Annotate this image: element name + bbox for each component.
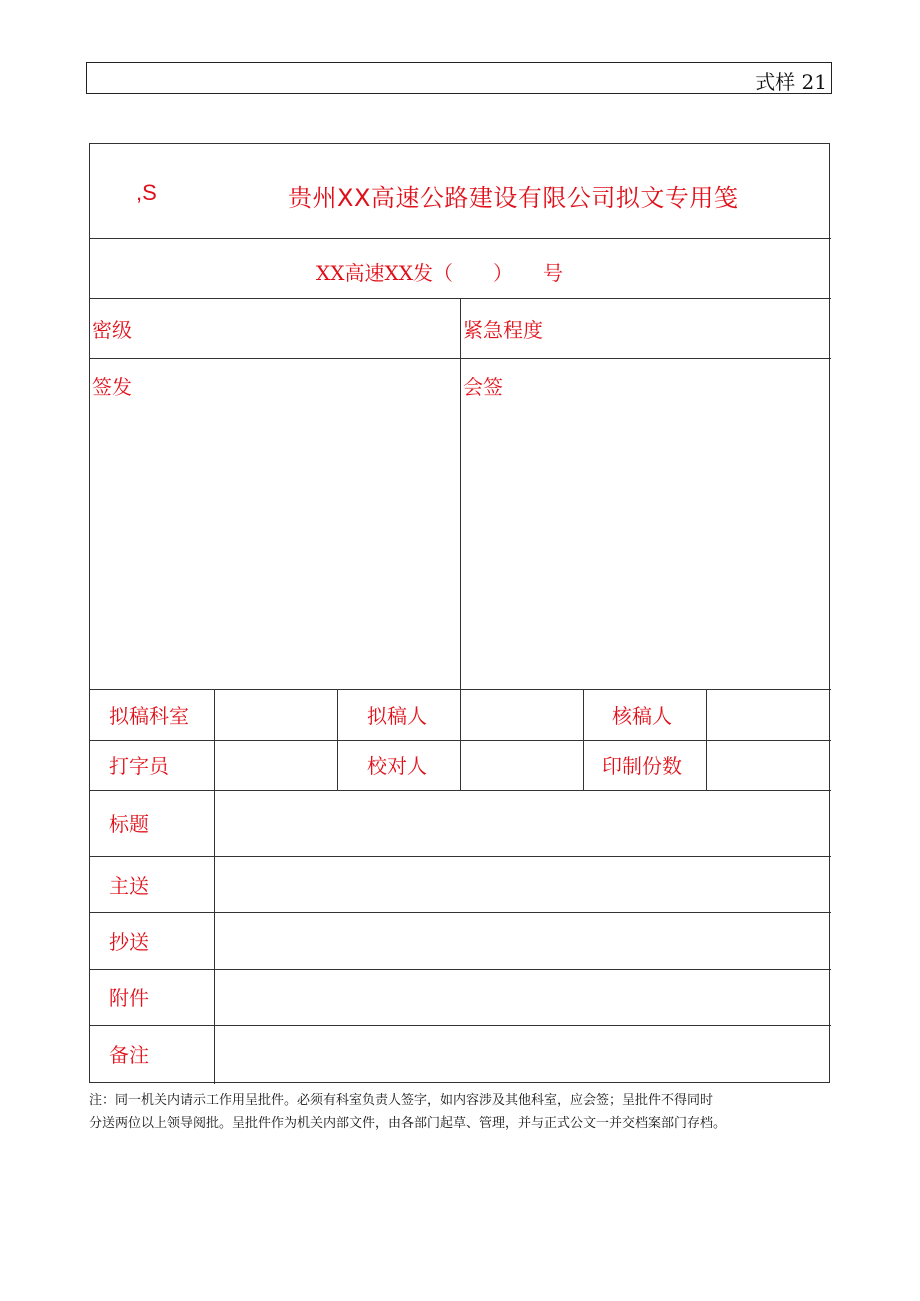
- copies-field[interactable]: [708, 742, 828, 789]
- attachment-label: 附件: [109, 986, 149, 1010]
- letterhead-title: 贵州XX高速公路建设有限公司拟文专用笺: [288, 184, 739, 212]
- secrecy-field[interactable]: [150, 300, 456, 356]
- divider: [90, 856, 831, 857]
- secrecy-label: 密级: [92, 318, 132, 342]
- draft-form: [89, 143, 830, 1083]
- remarks-label: 备注: [109, 1043, 149, 1067]
- drafting-dept-label: 拟稿科室: [109, 704, 189, 728]
- footer-note-line-2: 分送两位以上领导阅批。呈批件作为机关内部文件，由各部门起草、管理，并与正式公文一并交档案部门存档。: [89, 1116, 727, 1131]
- footer-note: [89, 1089, 834, 1135]
- main-recipient-label: 主送: [109, 874, 149, 898]
- proofreader-label: 校对人: [367, 754, 427, 778]
- divider: [90, 912, 831, 913]
- divider: [460, 298, 461, 689]
- typist-label: 打字员: [109, 754, 169, 778]
- divider: [90, 740, 831, 741]
- countersign-area[interactable]: [462, 360, 828, 688]
- form-style-box: [86, 62, 832, 94]
- divider: [90, 1025, 831, 1026]
- countersign-label: 会签: [463, 375, 503, 399]
- drafter-field[interactable]: [462, 691, 582, 739]
- divider: [90, 969, 831, 970]
- footer-note-line-1: 注：同一机关内请示工作用呈批件。必须有科室负责人签字，如内容涉及其他科室，应会签；呈批件不得同时: [89, 1093, 714, 1108]
- cc-label: 抄送: [109, 930, 149, 954]
- subject-label: 标题: [109, 812, 149, 836]
- divider: [90, 358, 831, 359]
- main-recipient-field[interactable]: [216, 858, 828, 912]
- proofreader-field[interactable]: [462, 742, 582, 789]
- drafting-dept-field[interactable]: [216, 691, 336, 739]
- company-logo: ,S: [136, 180, 157, 205]
- sign-issue-area[interactable]: [90, 360, 459, 688]
- remarks-field[interactable]: [216, 1027, 828, 1081]
- cc-field[interactable]: [216, 914, 828, 968]
- reviewer-field[interactable]: [708, 691, 828, 739]
- urgency-label: 紧急程度: [463, 318, 543, 342]
- attachment-field[interactable]: [216, 971, 828, 1024]
- typist-field[interactable]: [216, 742, 336, 789]
- document-number: XX高速XX发（ ） 号: [316, 261, 563, 285]
- urgency-field[interactable]: [550, 300, 826, 356]
- subject-field[interactable]: [216, 792, 828, 855]
- form-style-label: 式样 21: [755, 70, 827, 94]
- reviewer-label: 核稿人: [612, 704, 672, 728]
- sign-issue-label: 签发: [92, 375, 132, 399]
- drafter-label: 拟稿人: [367, 704, 427, 728]
- divider: [90, 790, 831, 791]
- copies-label: 印制份数: [602, 754, 682, 778]
- divider: [90, 238, 831, 239]
